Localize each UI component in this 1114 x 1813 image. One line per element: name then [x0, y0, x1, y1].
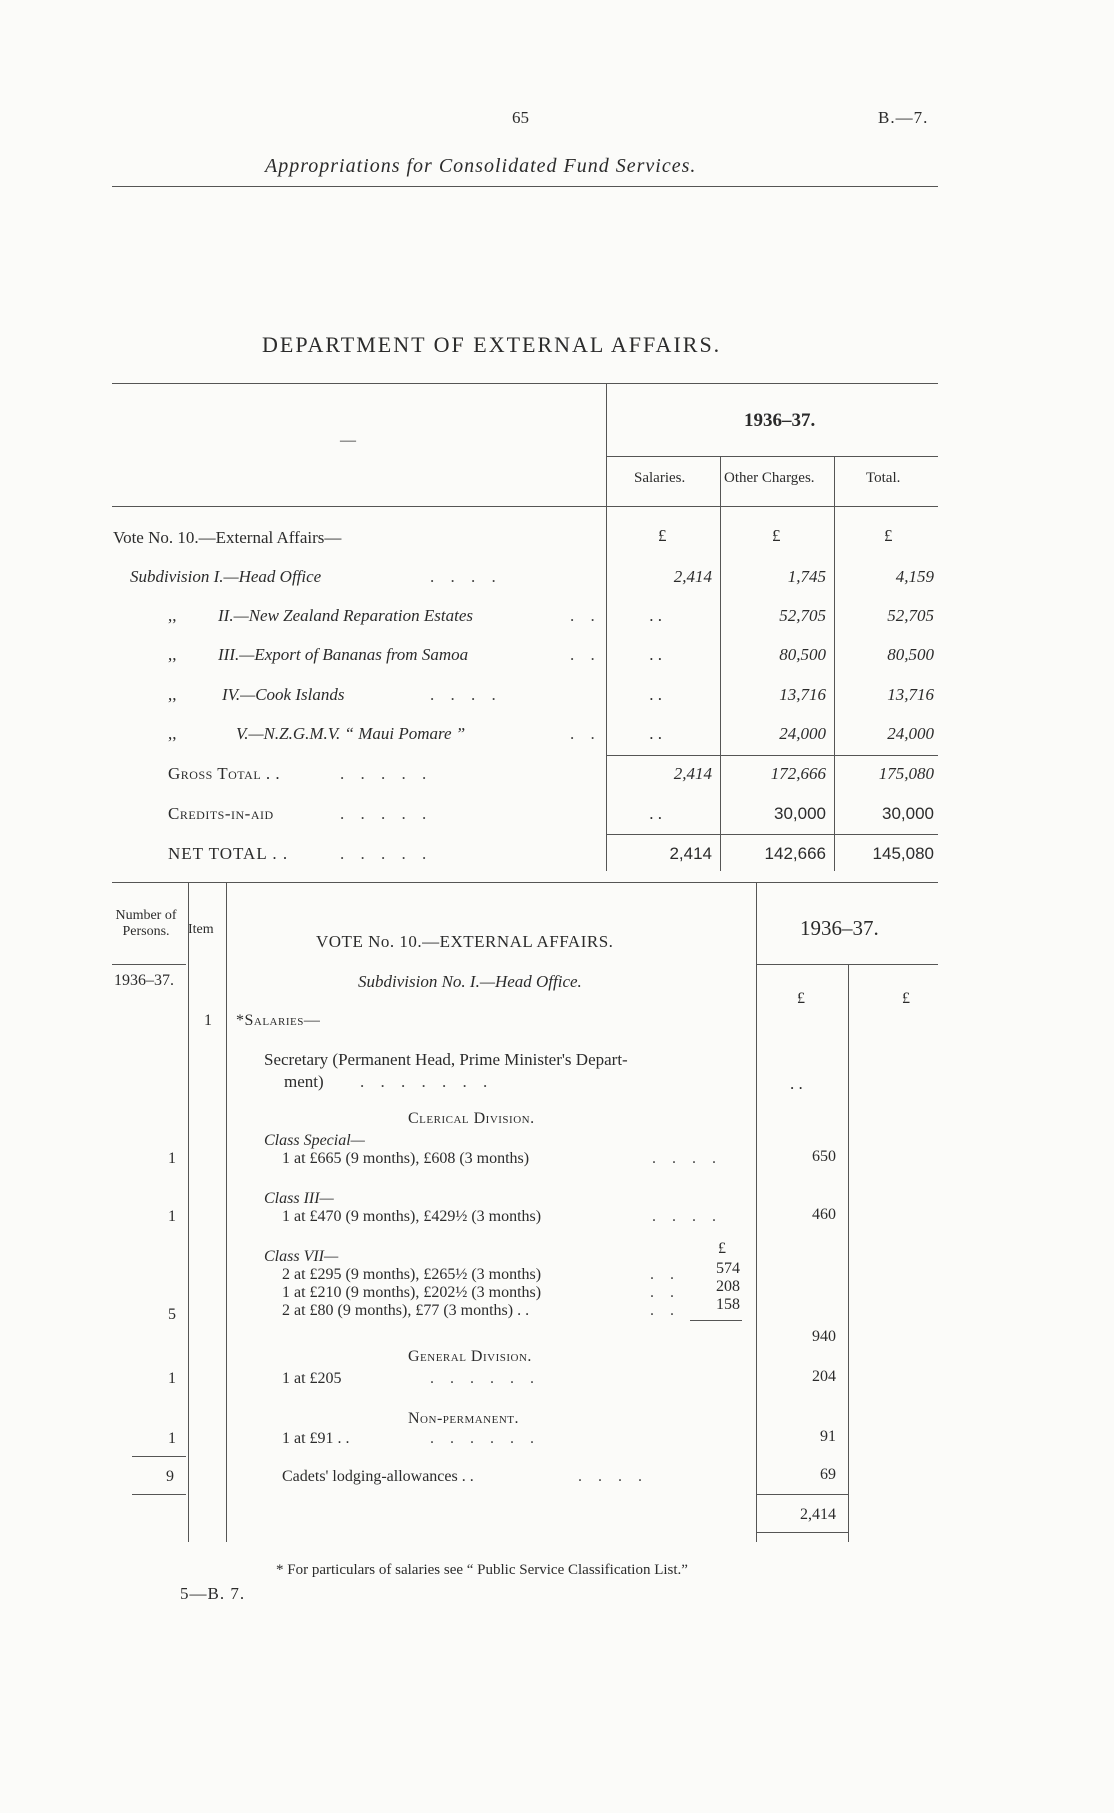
summary-top-rule: [112, 383, 938, 384]
persons-count: 5: [168, 1306, 176, 1323]
grand-total: 2,414: [800, 1506, 836, 1523]
credits-in-aid-label: Credits-in-aid: [168, 804, 274, 823]
summary-year: 1936–37.: [744, 410, 816, 431]
persons-count: 1: [168, 1370, 176, 1387]
footnote: * For particulars of salaries see “ Public Service Classification List.”: [276, 1562, 688, 1578]
vii-amount: 208: [716, 1278, 740, 1295]
credits-other: 30,000: [774, 804, 826, 823]
salaries-value: . .: [649, 645, 662, 664]
salaries-heading: *Salaries—: [236, 1012, 321, 1029]
header-rule: [112, 186, 938, 187]
total-value: 24,000: [887, 724, 934, 743]
total-value: 80,500: [887, 645, 934, 664]
col-salaries: Salaries.: [634, 470, 686, 486]
credits-salaries: . .: [649, 804, 662, 823]
net-total-other: 142,666: [764, 844, 826, 863]
currency-symbol: £: [884, 526, 893, 545]
special-line: 1 at £665 (9 months), £608 (3 months): [282, 1150, 530, 1167]
subdivision-label: III.—Export of Bananas from Samoa: [218, 645, 469, 664]
department-title: DEPARTMENT OF EXTERNAL AFFAIRS.: [262, 332, 722, 357]
vote-title: VOTE No. 10.—EXTERNAL AFFAIRS.: [316, 932, 614, 951]
ditto-mark: ,,: [168, 685, 177, 704]
page-reference: B.—7.: [878, 108, 929, 127]
net-total-label: NET TOTAL . .: [168, 844, 289, 863]
credits-total: 30,000: [882, 804, 934, 823]
col-total: Total.: [866, 470, 901, 486]
total-value: 4,159: [895, 567, 934, 586]
amount-value: 204: [812, 1368, 836, 1385]
ditto-mark: ,,: [168, 645, 177, 664]
vii-amount: 574: [716, 1260, 740, 1277]
vii-line: 2 at £80 (9 months), £77 (3 months) . .: [282, 1302, 530, 1319]
currency-symbol: £: [797, 990, 805, 1007]
amount-value: 650: [812, 1148, 836, 1165]
salaries-value: . .: [649, 724, 662, 743]
footer-reference: 5—B. 7.: [180, 1584, 246, 1603]
secretary-line: Secretary (Permanent Head, Prime Minister's Depart-: [264, 1050, 628, 1069]
summary-header-rule: [112, 506, 938, 507]
non-permanent-line: 1 at £91 . .: [282, 1430, 350, 1447]
iii-line: 1 at £470 (9 months), £429½ (3 months): [282, 1208, 542, 1225]
subdivision-label: V.—N.Z.G.M.V. “ Maui Pomare ”: [236, 724, 466, 743]
general-line: 1 at £205: [282, 1370, 342, 1387]
item-number: 1: [204, 1012, 212, 1029]
salaries-value: . .: [649, 606, 662, 625]
subdivision-label: II.—New Zealand Reparation Estates: [218, 606, 473, 625]
total-value: 52,705: [887, 606, 934, 625]
gross-total-total: 175,080: [878, 764, 934, 783]
subdivision-label: Subdivision I.—Head Office: [130, 567, 322, 586]
col-other-charges: Other Charges.: [724, 470, 815, 486]
net-total-salaries: 2,414: [669, 844, 712, 863]
vote-label: Vote No. 10.—External Affairs—: [113, 528, 342, 547]
col-item: Item: [188, 922, 214, 937]
ditto-mark: ,,: [168, 724, 177, 743]
detail-year: 1936–37.: [800, 916, 879, 940]
gross-total-other: 172,666: [770, 764, 826, 783]
vii-line: 1 at £210 (9 months), £202½ (3 months): [282, 1284, 542, 1301]
summary-dash: —: [340, 432, 356, 449]
non-permanent-heading: Non-permanent.: [408, 1410, 519, 1427]
vii-amount: 158: [716, 1296, 740, 1313]
gross-total-salaries: 2,414: [673, 764, 712, 783]
other-charges-value: 52,705: [779, 606, 826, 625]
detail-top-rule: [112, 882, 938, 883]
salaries-value: . .: [649, 685, 662, 704]
persons-count: 1: [168, 1430, 176, 1447]
amount-value: 69: [820, 1466, 836, 1483]
other-charges-value: 80,500: [779, 645, 826, 664]
cadets-line: Cadets' lodging-allowances . .: [282, 1468, 474, 1485]
year-rule: [606, 456, 938, 457]
secretary-amount: . .: [790, 1074, 803, 1093]
total-persons: 9: [166, 1468, 174, 1485]
page-number: 65: [512, 108, 529, 127]
amount-value: 91: [820, 1428, 836, 1445]
salaries-value: 2,414: [673, 567, 712, 586]
other-charges-value: 24,000: [779, 724, 826, 743]
secretary-line: ment): [284, 1072, 324, 1091]
class-special-label: Class Special—: [264, 1132, 365, 1149]
currency-symbol: £: [718, 1240, 726, 1257]
page-title: Appropriations for Consolidated Fund Services.: [265, 155, 697, 177]
class-vii-label: Class VII—: [264, 1248, 339, 1265]
persons-count: 1: [168, 1208, 176, 1225]
col-number-of-persons: Number of Persons.: [115, 908, 177, 939]
currency-symbol: £: [658, 526, 667, 545]
total-value: 13,716: [887, 685, 934, 704]
amount-value: 460: [812, 1206, 836, 1223]
class-iii-label: Class III—: [264, 1190, 334, 1207]
gross-total-label: Gross Total . .: [168, 764, 281, 783]
subdivision-label: IV.—Cook Islands: [222, 685, 345, 704]
clerical-division-heading: Clerical Division.: [408, 1110, 535, 1127]
general-division-heading: General Division.: [408, 1348, 532, 1365]
persons-count: 1: [168, 1150, 176, 1167]
other-charges-value: 13,716: [779, 685, 826, 704]
persons-year: 1936–37.: [114, 972, 174, 989]
amount-value: 940: [812, 1328, 836, 1345]
currency-symbol: £: [772, 526, 781, 545]
subdivision-title: Subdivision No. I.—Head Office.: [358, 972, 582, 991]
vii-line: 2 at £295 (9 months), £265½ (3 months): [282, 1266, 542, 1283]
other-charges-value: 1,745: [787, 567, 826, 586]
net-total-total: 145,080: [872, 844, 934, 863]
currency-symbol: £: [902, 990, 910, 1007]
ditto-mark: ,,: [168, 606, 177, 625]
